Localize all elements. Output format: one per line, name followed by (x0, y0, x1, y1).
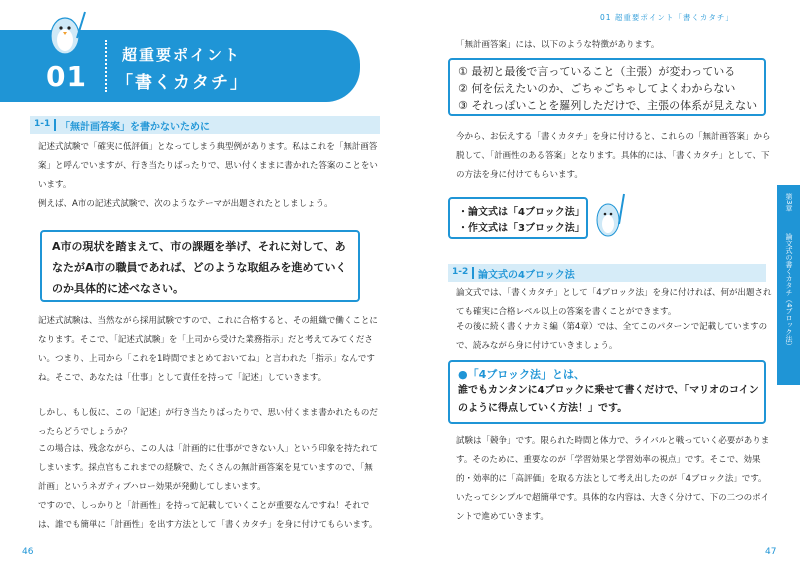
banner-title-2: 「書くカタチ」 (116, 73, 249, 93)
banner-divider (105, 40, 107, 92)
callout-body: 誰でもカンタンに4ブロックに乗せて書くだけで、「マリオのコインのように得点していく方法！」です。 (458, 385, 759, 414)
chapter-number: 01 (46, 60, 87, 93)
section-heading-1 (30, 116, 380, 134)
running-title: 01 超重要ポイント「書くカタチ」 (600, 13, 734, 22)
paragraph: 「無計画答案」には、以下のような特徴があります。 (456, 40, 660, 50)
side-tab-title: 論文式の書くカタチ（4ブロック法） (785, 233, 793, 350)
paragraph: この場合は、残念ながら、この人は「計画的に仕事ができない人」という印象を持たれてしまいます。採点官もこれまでの経験で、たくさんの無計画答案を見ていますので、「無計画」というネガティブハロー効果が発動してしまいます。 (38, 444, 379, 492)
callout-box (448, 360, 766, 424)
question-box (40, 230, 360, 302)
method-item: ・作文式は「3ブロック法」 (458, 223, 585, 234)
paragraph: 論文式では、「書くカタチ」として「4ブロック法」を身に付ければ、何が出題されても確実に合格レベル以上の答案を書くことができます。 (456, 288, 772, 317)
penguin-mascot-icon (592, 190, 626, 240)
paragraph: 例えば、A市の記述式試験で、次のようなテーマが出題されたとしましょう。 (38, 199, 333, 209)
paragraph: しかし、もし仮に、この「記述」が行き当たりばったりで、思い付くまま書かれたものだったらどうでしょうか？ (38, 408, 378, 437)
paragraph: その後に続く書くナカミ編（第4章）では、全てこのパターンで記載していますので、読みながら身に付けていきましょう。 (456, 322, 768, 351)
page-number-right: 47 (765, 547, 777, 557)
paragraph: 今から、お伝えする「書くカタチ」を身に付けると、これらの「無計画答案」から脱して、「計画性のある答案」となります。具体的には、「書くカタチ」として、下の方法を身に付けてもらいます。 (456, 132, 771, 180)
feature-item: ③ それっぽいことを羅列しただけで、主張の体系が見えない (458, 99, 758, 112)
paragraph: 記述式試験で「確実に低評価」となってしまう典型例があります。私はこれを「無計画答案」と呼んでいますが、行き当たりばったりで、思い付くままに書かれた答案のことをいいます。 (38, 142, 378, 190)
page-number-left: 46 (22, 547, 34, 557)
method-box (448, 197, 588, 239)
section-tag: 1-2 (452, 267, 469, 277)
section-heading-2 (448, 264, 766, 282)
chapter-side-tab (777, 185, 800, 385)
feature-item: ① 最初と最後で言っていること（主張）が変わっている (458, 65, 736, 78)
question-text: A市の現状を踏まえて、市の課題を挙げ、それに対して、あなたがA市の職員であれば、どのような取組みを進めていくのか具体的に述べなさい。 (52, 240, 347, 295)
paragraph: 試験は「競争」です。限られた時間と体力で、ライバルと戦っていく必要があります。そのために、重要なのが「学習効果と学習効率の視点」です。そこで、効果的・効率的に「高評価」を取る方法として考え出したのが「4ブロック法」です。いたってシンプルで超簡単です。具体的な内容は、大きく分けて、下の二つのポイントで進めていきます。 (456, 436, 770, 522)
feature-item: ② 何を伝えたいのか、ごちゃごちゃしてよくわからない (458, 82, 736, 95)
banner-title-1: 超重要ポイント (122, 46, 242, 64)
section-tag: 1-1 (34, 119, 51, 129)
section-title: 「無計画答案」を書かないために (60, 122, 210, 133)
paragraph: 記述式試験は、当然ながら採用試験ですので、これに合格すると、その組織で働くことになります。そこで、「記述式試験」を「上司から受けた業務指示」だと考えてみてください。つまり、上司から「これを1時間でまとめておいてね」と言われた「指示」なんですね。そこで、あなたは「仕事」として責任を持って「記述」していきます。 (38, 316, 378, 383)
penguin-mascot-icon (45, 8, 87, 56)
features-box (448, 58, 766, 116)
method-item: ・論文式は「4ブロック法」 (458, 207, 585, 218)
paragraph: ですので、しっかりと「計画性」を持って記載していくことが重要なんですね！それでは、誰でも簡単に「計画性」を出す方法として「書くカタチ」を身に付けてもらいます。 (38, 501, 378, 530)
side-tab-chapter: 第3章 (785, 193, 793, 212)
section-title: 論文式の4ブロック法 (478, 270, 575, 281)
callout-title: ●「4ブロック法」とは、 (458, 368, 586, 381)
